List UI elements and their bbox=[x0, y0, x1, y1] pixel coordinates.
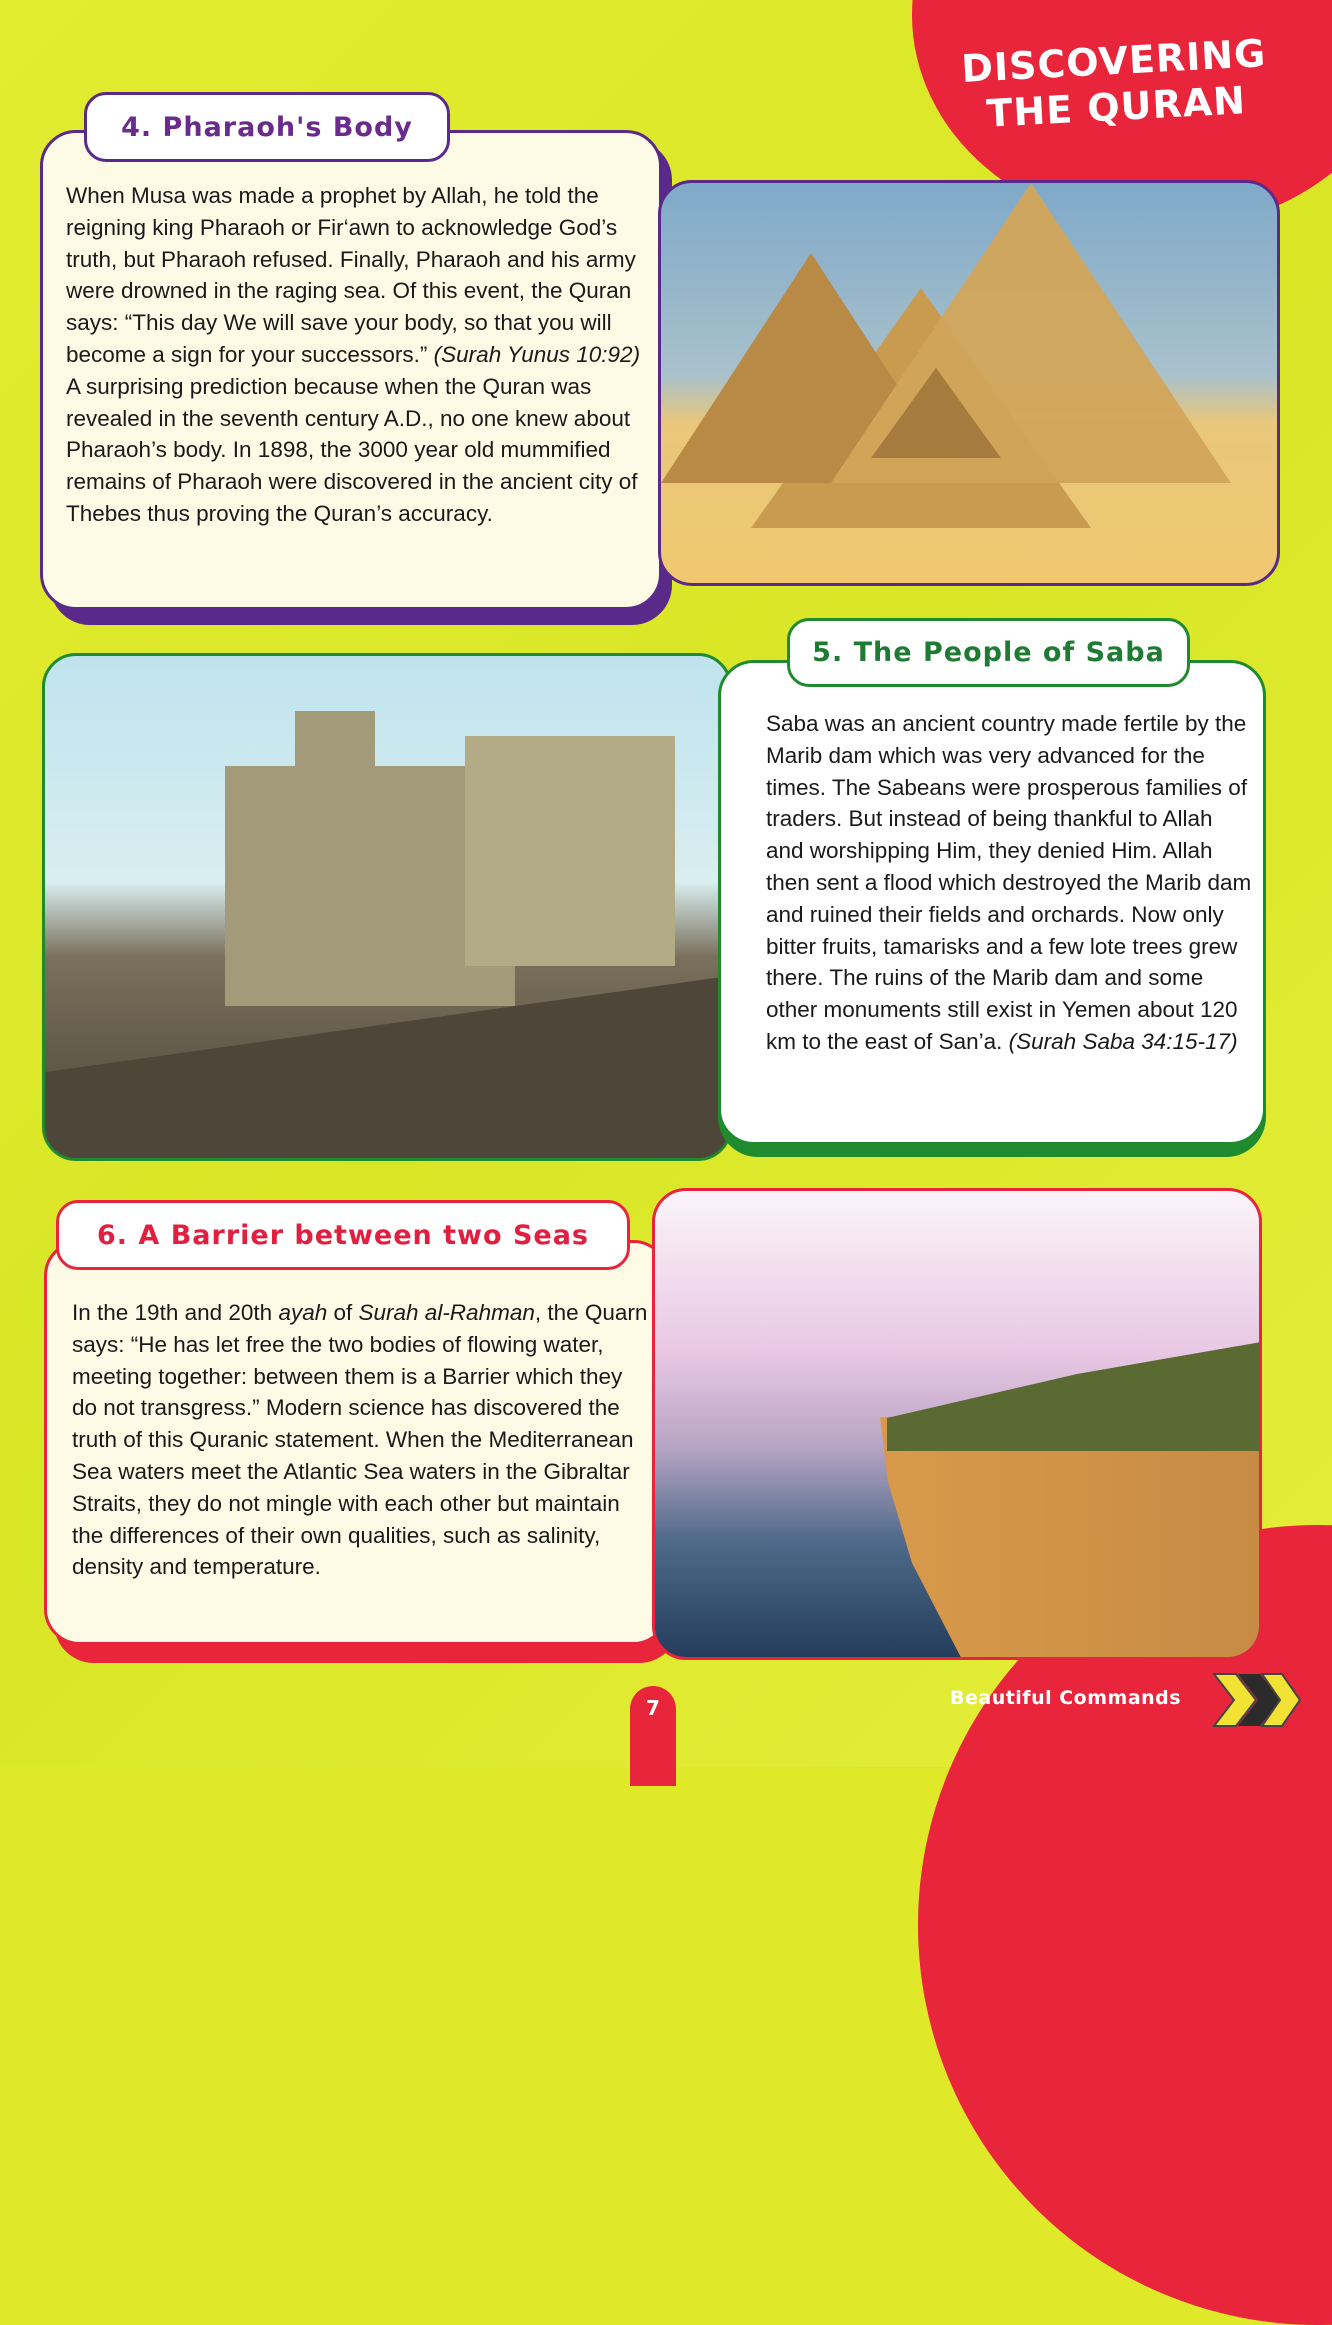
pyramids-of-giza-photo bbox=[658, 180, 1280, 586]
section-text bbox=[72, 1297, 652, 1583]
yemen-ruins-photo bbox=[42, 653, 732, 1161]
section-text bbox=[66, 180, 646, 530]
text-run: In the 19th and 20th bbox=[72, 1300, 279, 1325]
section-heading: 5. The People of Saba bbox=[787, 618, 1190, 687]
section-heading: 4. Pharaoh's Body bbox=[84, 92, 450, 162]
page-number: 7 bbox=[630, 1686, 676, 1786]
text-run: of bbox=[327, 1300, 359, 1325]
double-chevron-right-icon bbox=[1212, 1670, 1302, 1730]
citation: (Surah Saba 34:15-17) bbox=[1008, 1028, 1238, 1054]
book-title: Beautiful Commands bbox=[950, 1687, 1182, 1709]
ruin-shape bbox=[465, 736, 675, 966]
sea-cliff-photo bbox=[652, 1188, 1262, 1660]
citation: (Surah Yunus 10:92) bbox=[433, 341, 641, 367]
section-text bbox=[766, 708, 1256, 1058]
text-run-italic: Surah al-Rahman bbox=[358, 1300, 535, 1325]
pyramid-shape bbox=[871, 368, 1001, 458]
paragraph: When Musa was made a prophet by Allah, he told the reigning king Pharaoh or Fir‘awn to acknowledge God’s truth, but Pharaoh refused. Finally, Pharaoh and his army were drowned in the raging sea. Of this event, the Quran says: “This day We will save your body, so that you will become a sign for your successors.” bbox=[66, 183, 636, 367]
grass-shape bbox=[887, 1341, 1262, 1451]
ruin-shape bbox=[295, 711, 375, 791]
section-heading: 6. A Barrier between two Seas bbox=[56, 1200, 630, 1270]
text-run-italic: ayah bbox=[278, 1300, 328, 1325]
paragraph: Saba was an ancient country made fertile by the Marib dam which was very advanced for the times. The Sabeans were prosperous families of traders. But instead of being thankful to Allah and worshipping Him, they denied Him. Allah then sent a flood which destroyed the Marib dam and ruined their fields and orchards. Now only bitter fruits, tamarisks and a few lote trees grew there. The ruins of the Marib dam and some other monuments still exist in Yemen about 120 km to the east of San’a. bbox=[766, 711, 1252, 1054]
paragraph: , the Quarn says: “He has let free the two bodies of flowing water, meeting together: between them is a Barrier which they do not transgress.” Modern science has discovered the truth of this Quranic statement. When the Mediterranean Sea waters meet the Atlantic Sea waters in the Gibraltar Straits, they do not mingle with each other but maintain the differences of their own qualities, such as salinity, density and temperature. bbox=[72, 1300, 648, 1580]
paragraph: A surprising prediction because when the Quran was revealed in the seventh century A.D., no one knew about Pharaoh’s body. In 1898, the 3000 year old mummified remains of Pharaoh were discovered in the ancient city of Thebes thus proving the Quran’s accuracy. bbox=[66, 373, 638, 526]
series-title: DISCOVERING THE QURAN bbox=[960, 31, 1268, 136]
